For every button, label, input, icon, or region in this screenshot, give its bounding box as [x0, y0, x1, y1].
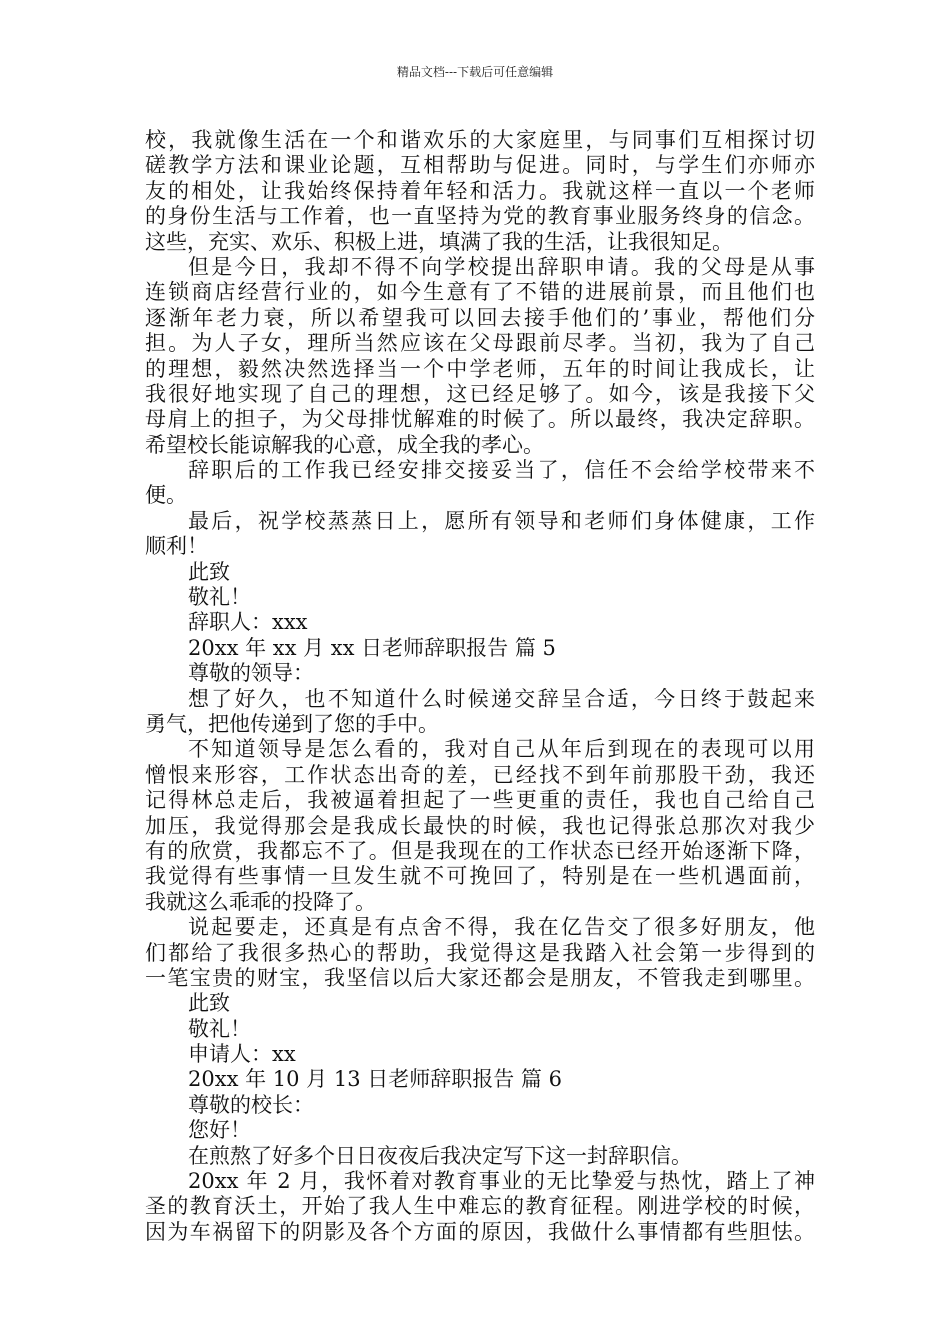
- text-line: 尊敬的校长：: [188, 1092, 314, 1117]
- text-line: 说起要走，还真是有点舍不得，我在亿告交了很多好朋友，他: [188, 915, 815, 940]
- text-line: 母肩上的担子，为父母排忧解难的时候了。所以最终，我决定辞职。: [145, 407, 815, 432]
- text-line: 连锁商店经营行业的，如今生意有了不错的进展前景，而且他们也: [145, 280, 815, 305]
- text-line: 担。为人子女，理所当然应该在父母跟前尽孝。当初，我为了自己: [145, 331, 815, 356]
- text-line: 勇气，把他传递到了您的手中。: [145, 711, 439, 736]
- text-line: 加压，我觉得那会是我成长最快的时候，我也记得张总那次对我少: [145, 813, 815, 838]
- text-line: 记得林总走后，我被逼着担起了一些更重的责任，我也自己给自己: [145, 788, 815, 813]
- text-line: 逐渐年老力衰，所以希望我可以回去接手他们的’事业，帮他们分: [145, 305, 815, 330]
- text-line: 圣的教育沃土，开始了我人生中难忘的教育征程。刚进学校的时候，: [145, 1194, 815, 1219]
- text-line: 一笔宝贵的财宝，我坚信以后大家还都会是朋友，不管我走到哪里。: [145, 965, 815, 990]
- text-line: 尊敬的领导：: [188, 661, 314, 686]
- text-line: 这些，充实、欢乐、积极上进，填满了我的生活，让我很知足。: [145, 229, 733, 254]
- text-line: 我觉得有些事情一旦发生就不可挽回了，特别是在一些机遇面前，: [145, 864, 815, 889]
- text-line: 的身份生活与工作着，也一直坚持为党的教育事业服务终身的信念。: [145, 204, 815, 229]
- text-line: 我很好地实现了自己的理想，这已经足够了。如今，该是我接下父: [145, 381, 815, 406]
- text-line: 20xx 年 xx 月 xx 日老师辞职报告 篇 5: [188, 635, 556, 660]
- text-line: 便。: [145, 483, 187, 508]
- text-line: 不知道领导是怎么看的，我对自己从年后到现在的表现可以用: [188, 737, 815, 762]
- text-line: 我就这么乖乖的投降了。: [145, 889, 376, 914]
- text-line: 此致: [188, 991, 230, 1016]
- text-line: 顺利！: [145, 534, 208, 559]
- text-line: 此致: [188, 559, 230, 584]
- text-line: 最后，祝学校蒸蒸日上，愿所有领导和老师们身体健康，工作: [188, 508, 815, 533]
- text-line: 希望校长能谅解我的心意，成全我的孝心。: [145, 432, 544, 457]
- text-line: 们都给了我很多热心的帮助，我觉得这是我踏入社会第一步得到的: [145, 940, 815, 965]
- text-line: 但是今日，我却不得不向学校提出辞职申请。我的父母是从事: [188, 254, 815, 279]
- text-line: 的理想，毅然决然选择当一个中学老师，五年的时间让我成长，让: [145, 356, 815, 381]
- text-line: 您好！: [188, 1118, 251, 1143]
- text-line: 校，我就像生活在一个和谐欢乐的大家庭里，与同事们互相探讨切: [145, 128, 815, 152]
- text-line: 友的相处，让我始终保持着年轻和活力。我就这样一直以一个老师: [145, 178, 815, 203]
- text-line: 辞职人：xxx: [188, 610, 308, 635]
- page-header: 精品文档---下载后可任意编辑: [396, 65, 554, 79]
- text-line: 辞职后的工作我已经安排交接妥当了，信任不会给学校带来不: [188, 458, 815, 483]
- text-line: 因为车祸留下的阴影及各个方面的原因，我做什么事情都有些胆怯。: [145, 1219, 815, 1244]
- text-line: 敬礼！: [188, 585, 251, 610]
- document-body: [145, 128, 815, 1245]
- text-line: 申请人：xx: [188, 1042, 296, 1067]
- text-line: 敬礼！: [188, 1016, 251, 1041]
- text-line: 20xx 年 2 月，我怀着对教育事业的无比挚爱与热忱，踏上了神: [188, 1169, 815, 1194]
- text-line: 有的欣赏，我都忘不了。但是我现在的工作状态已经开始逐渐下降，: [145, 838, 815, 863]
- text-line: 在煎熬了好多个日日夜夜后我决定写下这一封辞职信。: [188, 1143, 692, 1168]
- text-line: 20xx 年 10 月 13 日老师辞职报告 篇 6: [188, 1067, 562, 1092]
- text-line: 憎恨来形容，工作状态出奇的差，已经找不到年前那股干劲，我还: [145, 762, 815, 787]
- text-line: 磋教学方法和课业论题，互相帮助与促进。同时，与学生们亦师亦: [145, 153, 815, 178]
- text-line: 想了好久，也不知道什么时候递交辞呈合适，今日终于鼓起来: [188, 686, 815, 711]
